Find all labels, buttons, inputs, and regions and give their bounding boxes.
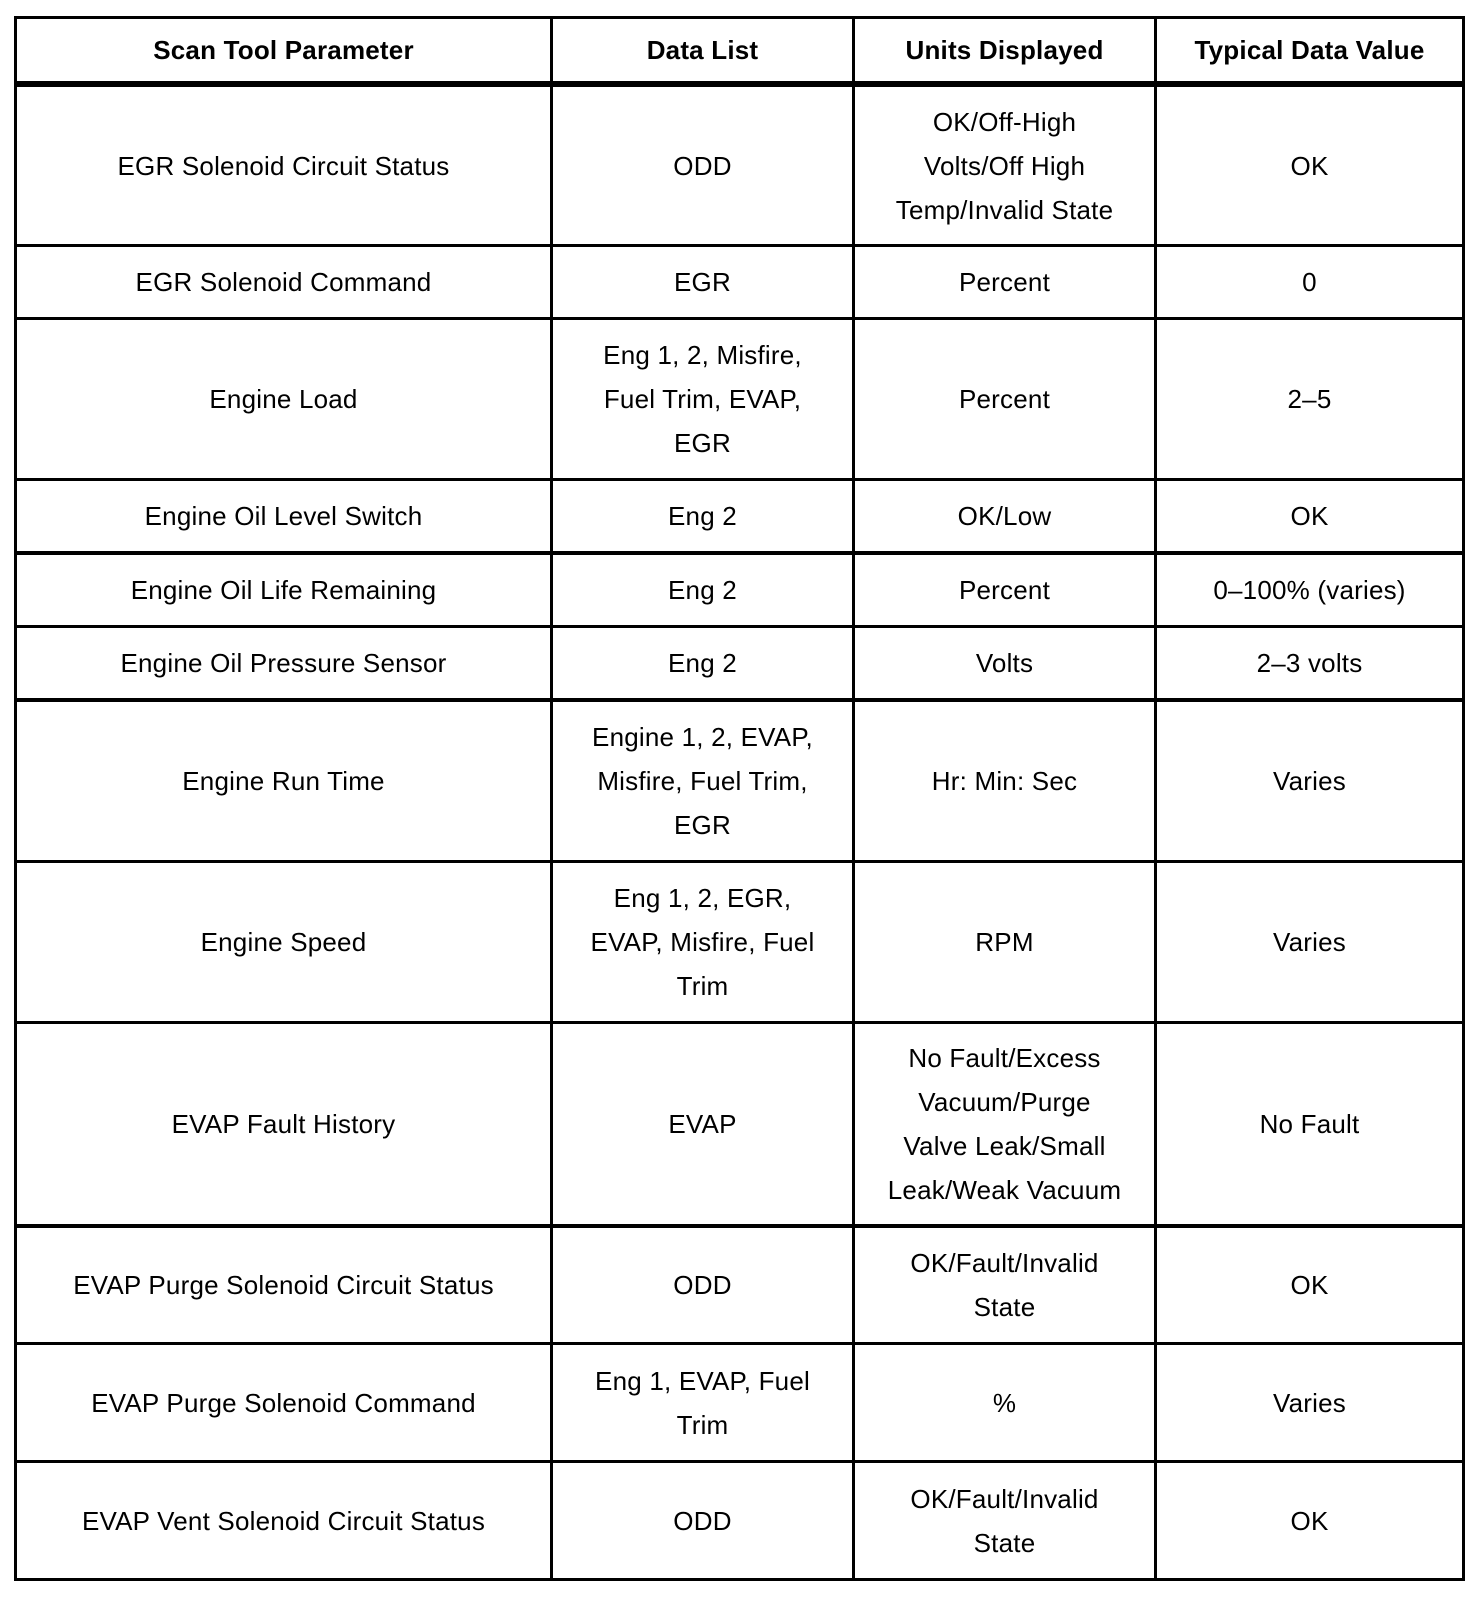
typical-value-cell: 2–5	[1156, 319, 1464, 480]
typical-value-cell: OK	[1156, 84, 1464, 246]
table-row	[16, 700, 1464, 862]
units-cell: Percent	[854, 246, 1156, 319]
typical-value-cell: OK	[1156, 1462, 1464, 1580]
data-list-cell: ODD	[552, 1226, 854, 1344]
units-cell: OK/Fault/Invalid State	[854, 1462, 1156, 1580]
table-row	[16, 246, 1464, 319]
parameter-cell: EVAP Vent Solenoid Circuit Status	[16, 1462, 552, 1580]
parameter-cell: Engine Oil Pressure Sensor	[16, 627, 552, 701]
units-cell: OK/Off-High Volts/Off High Temp/Invalid State	[854, 84, 1156, 246]
typical-value-cell: Varies	[1156, 1344, 1464, 1462]
header-scan-tool-parameter: Scan Tool Parameter	[16, 18, 552, 85]
units-cell: No Fault/Excess Vacuum/Purge Valve Leak/Small Leak/Weak Vacuum	[854, 1023, 1156, 1227]
data-list-cell: Eng 2	[552, 627, 854, 701]
units-cell: OK/Low	[854, 480, 1156, 554]
table-row	[16, 1023, 1464, 1227]
units-cell: OK/Fault/Invalid State	[854, 1226, 1156, 1344]
table-row	[16, 862, 1464, 1023]
data-list-cell: EVAP	[552, 1023, 854, 1227]
table-row	[16, 1462, 1464, 1580]
units-cell: Percent	[854, 553, 1156, 627]
data-list-cell: Eng 1, 2, EGR, EVAP, Misfire, Fuel Trim	[552, 862, 854, 1023]
table-row	[16, 319, 1464, 480]
table-row	[16, 84, 1464, 246]
units-cell: Hr: Min: Sec	[854, 700, 1156, 862]
data-list-cell: ODD	[552, 84, 854, 246]
typical-value-cell: 0	[1156, 246, 1464, 319]
data-list-cell: ODD	[552, 1462, 854, 1580]
parameter-cell: Engine Load	[16, 319, 552, 480]
typical-value-cell: Varies	[1156, 862, 1464, 1023]
data-list-cell: Eng 2	[552, 553, 854, 627]
table-row	[16, 480, 1464, 554]
header-units-displayed: Units Displayed	[854, 18, 1156, 85]
table-header-row	[16, 18, 1464, 85]
typical-value-cell: 2–3 volts	[1156, 627, 1464, 701]
parameter-cell: EGR Solenoid Command	[16, 246, 552, 319]
parameter-cell: Engine Oil Level Switch	[16, 480, 552, 554]
parameter-cell: Engine Speed	[16, 862, 552, 1023]
data-list-cell: Eng 1, 2, Misfire, Fuel Trim, EVAP, EGR	[552, 319, 854, 480]
table-row	[16, 1344, 1464, 1462]
header-typical-data-value: Typical Data Value	[1156, 18, 1464, 85]
typical-value-cell: OK	[1156, 480, 1464, 554]
parameter-cell: Engine Run Time	[16, 700, 552, 862]
data-list-cell: Engine 1, 2, EVAP, Misfire, Fuel Trim, EGR	[552, 700, 854, 862]
typical-value-cell: Varies	[1156, 700, 1464, 862]
parameter-cell: EVAP Fault History	[16, 1023, 552, 1227]
table-row	[16, 627, 1464, 701]
units-cell: %	[854, 1344, 1156, 1462]
parameter-cell: EVAP Purge Solenoid Command	[16, 1344, 552, 1462]
parameter-cell: EVAP Purge Solenoid Circuit Status	[16, 1226, 552, 1344]
parameter-cell: Engine Oil Life Remaining	[16, 553, 552, 627]
units-cell: RPM	[854, 862, 1156, 1023]
scan-tool-data-table	[14, 16, 1465, 1581]
data-list-cell: Eng 2	[552, 480, 854, 554]
table-row	[16, 553, 1464, 627]
typical-value-cell: 0–100% (varies)	[1156, 553, 1464, 627]
units-cell: Percent	[854, 319, 1156, 480]
data-list-cell: EGR	[552, 246, 854, 319]
units-cell: Volts	[854, 627, 1156, 701]
parameter-cell: EGR Solenoid Circuit Status	[16, 84, 552, 246]
typical-value-cell: OK	[1156, 1226, 1464, 1344]
table-row	[16, 1226, 1464, 1344]
header-data-list: Data List	[552, 18, 854, 85]
typical-value-cell: No Fault	[1156, 1023, 1464, 1227]
data-list-cell: Eng 1, EVAP, Fuel Trim	[552, 1344, 854, 1462]
